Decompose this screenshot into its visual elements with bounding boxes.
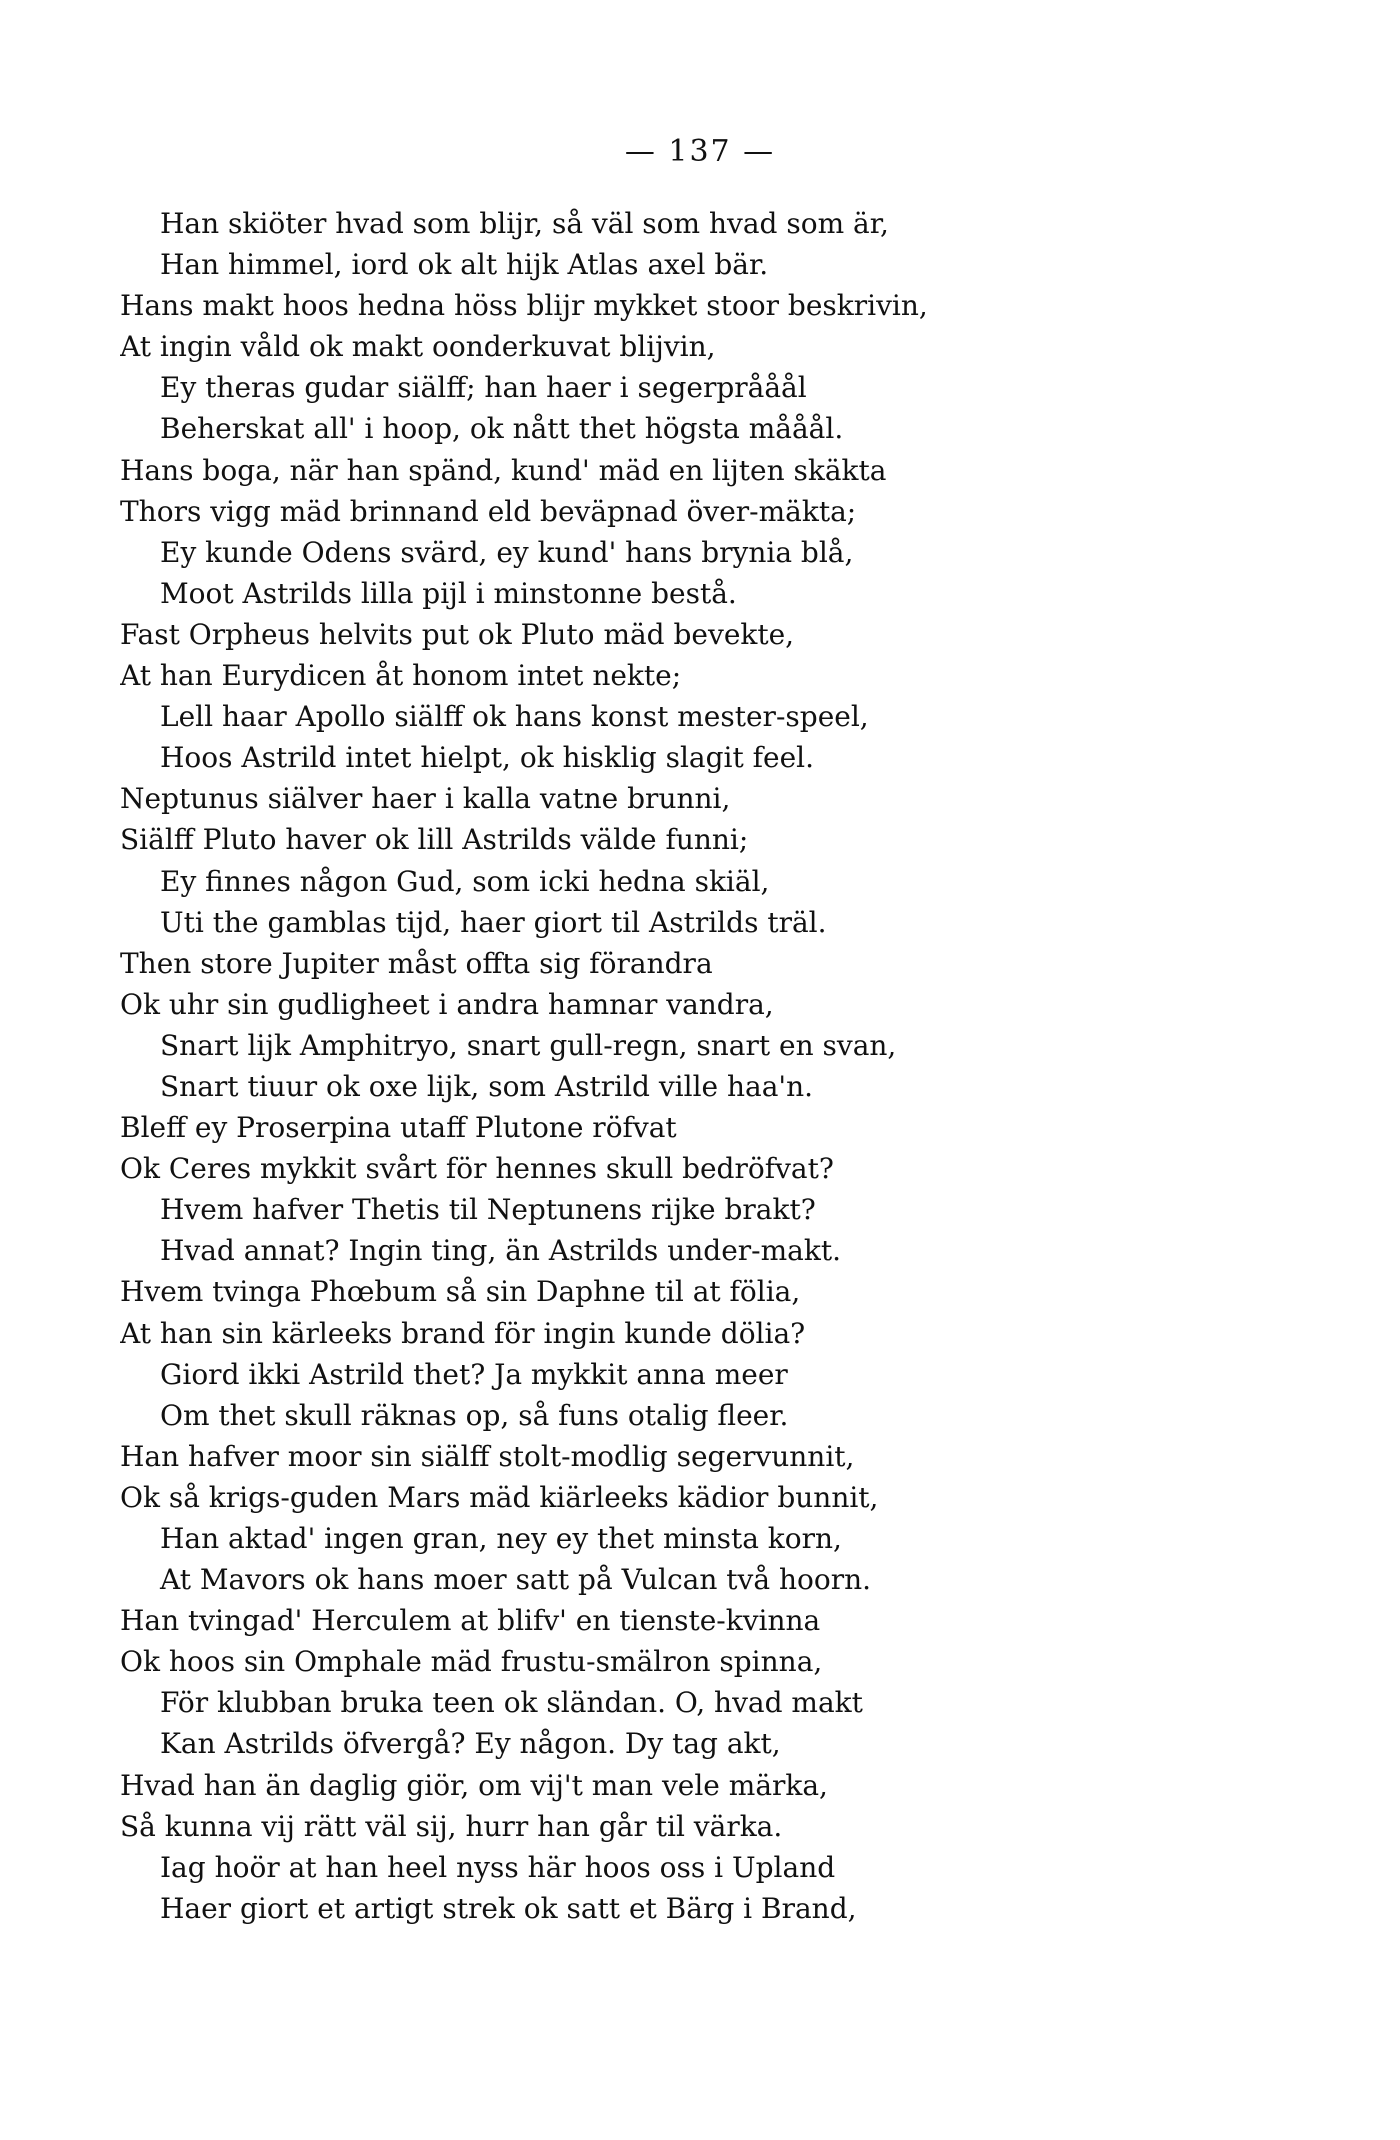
poem-line: Snart lijk Amphitryo, snart gull-regn, snart en svan,: [160, 1028, 897, 1062]
poem-line: Then store Jupiter måst offta sig förandra: [120, 946, 713, 980]
poem-line: Han tvingad' Herculem at blifv' en tienste-kvinna: [120, 1604, 821, 1638]
poem-line: Han himmel, iord ok alt hijk Atlas axel bär.: [160, 248, 769, 282]
poem-line: Hvem hafver Thetis til Neptunens rijke brakt?: [160, 1193, 816, 1227]
poem-line: Kan Astrilds öfvergå? Ey någon. Dy tag akt,: [160, 1727, 781, 1761]
poem-line: För klubban bruka teen ok sländan. O, hvad makt: [160, 1686, 863, 1720]
poem-line: Hvem tvinga Phœbum så sin Daphne til at fölia,: [120, 1275, 801, 1309]
poem-line: Han hafver moor sin siälff stolt-modlig segervunnit,: [120, 1439, 855, 1473]
page-number: — 137 —: [624, 134, 776, 169]
poem-line: At ingin våld ok makt oonderkuvat blijvin,: [120, 330, 716, 364]
poem-line: Ok hoos sin Omphale mäd frustu-smälron spinna,: [120, 1645, 823, 1679]
poem-line: Han aktad' ingen gran, ney ey thet minsta korn,: [160, 1522, 842, 1555]
poem-line: Om thet skull räknas op, så funs otalig fleer.: [160, 1398, 789, 1432]
poem-line: Hans makt hoos hedna höss blijr mykket stoor beskrivin,: [120, 289, 928, 323]
poem-line: Neptunus siälver haer i kalla vatne brunni,: [120, 782, 731, 816]
poem-line: Lell haar Apollo siälff ok hans konst mester-speel,: [160, 700, 869, 734]
poem-line: At han sin kärleeks brand för ingin kunde dölia?: [120, 1316, 806, 1350]
poem-line: Beherskat all' i hoop, ok nått thet högsta mååål.: [160, 412, 844, 446]
poem-line: Bleff ey Proserpina utaff Plutone röfvat: [120, 1111, 677, 1145]
poem-line: Ey finnes någon Gud, som icki hedna skiäl,: [160, 864, 770, 898]
poem-line: Hvad annat? Ingin ting, än Astrilds under-makt.: [160, 1234, 841, 1268]
poem-line: Ok uhr sin gudligheet i andra hamnar vandra,: [120, 987, 774, 1021]
poem-line: Moot Astrilds lilla pijl i minstonne bestå.: [160, 576, 737, 610]
poem-line: Haer giort et artigt strek ok satt et Bärg i Brand,: [160, 1891, 857, 1925]
poem-line: Ey kunde Odens svärd, ey kund' hans brynia blå,: [160, 535, 854, 569]
poem-line: Hoos Astrild intet hielpt, ok hisklig slagit feel.: [160, 741, 815, 775]
poem-line: Så kunna vij rätt väl sij, hurr han går til värka.: [120, 1809, 783, 1843]
poem-line: Ok Ceres mykkit svårt för hennes skull bedröfvat?: [120, 1152, 834, 1186]
poem-line: Ey theras gudar siälff; han haer i segerprååål: [160, 371, 807, 405]
poem-line: Giord ikki Astrild thet? Ja mykkit anna meer: [160, 1357, 788, 1391]
poem-line: Fast Orpheus helvits put ok Pluto mäd bevekte,: [120, 617, 795, 651]
poem-line: Han skiöter hvad som blijr, så väl som hvad som är,: [160, 207, 889, 240]
poem-line: At Mavors ok hans moer satt på Vulcan två hoorn.: [160, 1563, 872, 1597]
poem-line: At han Eurydicen åt honom intet nekte;: [120, 659, 682, 693]
poem-line: Siälff Pluto haver ok lill Astrilds välde funni;: [120, 823, 749, 857]
poem-text: [120, 203, 1130, 1929]
poem-line: Snart tiuur ok oxe lijk, som Astrild ville haa'n.: [160, 1069, 814, 1103]
poem-line: Uti the gamblas tijd, haer giort til Astrilds träl.: [160, 905, 827, 939]
poem-line: Thors vigg mäd brinnand eld beväpnad över-mäkta;: [120, 494, 857, 528]
poem-line: Hvad han än daglig giör, om vij't man vele märka,: [120, 1768, 828, 1802]
poem-line: Iag hoör at han heel nyss här hoos oss i Upland: [160, 1850, 836, 1884]
poem-line: Ok så krigs-guden Mars mäd kiärleeks kädior bunnit,: [120, 1480, 879, 1514]
poem-line: Hans boga, när han spänd, kund' mäd en lijten skäkta: [120, 453, 887, 487]
